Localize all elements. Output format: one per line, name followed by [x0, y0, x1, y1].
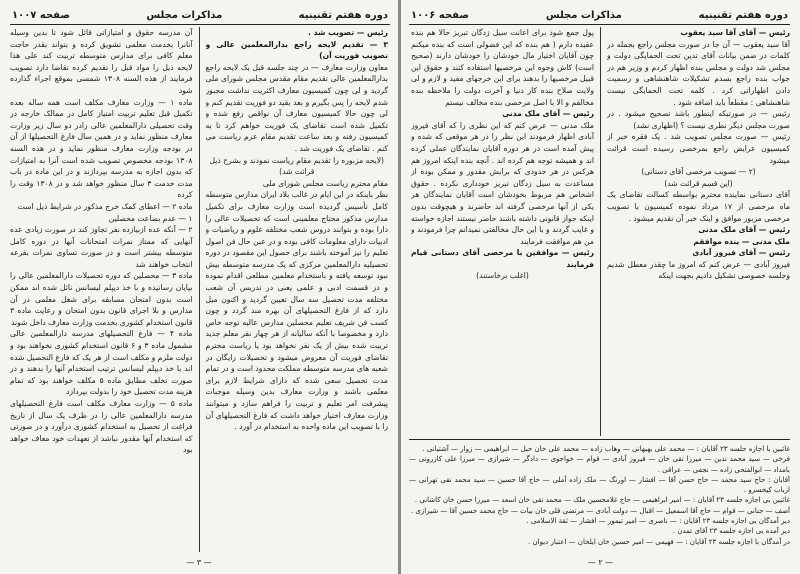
paragraph: ماده ۳ — محصلین که دوره تحصیلات دارالمعلمین عالی را بپایان رسانیده و با خذ دیپلم لیسانس نائل شده اند ممکن است بدون امتحان مسابقه برای شغل معلمی در آن مدارس و بلا اجرای قانون بدون امتحان و رعایت ماده ۳ قانون استخدام کشوری بخدمت وزارت معارف داخل شوند — [10, 271, 193, 327]
right-page-title: مذاکرات مجلس — [545, 9, 622, 21]
right-page-body — [411, 27, 790, 436]
attendance-line: دیر آمدگان بی اجازه جلسه ۲۳ آقایان : — ناصری — امیر تیمور — افشار — ثقة الاسلامی . — [526, 517, 790, 526]
paragraph: فیروز آبادی — عرض کنم که امروز ما چقدر معطل شدیم وجلسه خصوصی تشکیل دادیم بجهت اینکه — [607, 259, 790, 281]
right-page-col-left — [411, 27, 594, 436]
attendance-list — [409, 439, 790, 552]
attendance-line: غائبین بی اجازه جلسه ۲۳ آقایان : — امیر ابراهیمی — حاج غلامحسین ملک — محمد نقی خان اسعد — میرزا حسن خان کاشانی . — [414, 496, 790, 505]
right-page-number: صفحه ۱۰۰۶ — [411, 9, 470, 21]
left-page — [0, 0, 398, 574]
left-page-body — [10, 27, 388, 552]
paragraph: (لایحه مزبوره را تقدیم مقام ریاست نمودند و بشرح ذیل قرائت شد) — [209, 155, 385, 177]
left-page-title: مذاکرات مجلس — [146, 9, 223, 21]
paragraph: معاون وزارت معارف — در چند جلسه قبل یک لایحه راجع بدارالمعلمین عالی تقدیم مقام مقدس مجلس شورای ملی گردید و لی چون کمیسیون معارف اکثریت نداشت مجبور شدم لایحه را پس بگیرم و بعد بقید دو فوریت تقدیم کنم و لی چون حالا کمیسیون معارف آن نواقص رفع شده و تکمیل شده است تقاضای یک فوریت خواهم کرد تا به کمیسیون رفته و بعد ساعت تقدیم مقام عزم ریاست می کنم . تقاضای یک فوریت شد . — [205, 62, 388, 153]
right-page-footer: — ۲ — — [587, 557, 614, 567]
paragraph: رئیس — صورت مجلس تصویب شد . یک فقره خبر از کمیسیون عرایض راجع بمرخصی رسیده است قرائت میشود — [607, 132, 790, 165]
attendance-line: آصف — جنانی — قوام — حاج آقا اسمعیل — اقبال — دولت آبادی — مرتضی قلی خان بیات — حاج محمد حسین آقا — شیرازی . — [410, 506, 790, 515]
left-page-footer: — ۳ — — [186, 557, 212, 567]
paragraph: رئیس — موافقین با مرخصی آقای دستانی قیام فرمایند — [411, 248, 594, 269]
right-page — [401, 0, 800, 574]
paragraph: پول جمع شود برای اعانت سیل زدگان تبریز حالا هم بنده عقیده دارم ( هم بنده که این فضولی است که بنده میکنم چون آقایان اختیار مال خودشان را خودشان دارند (صحیح است) کاش وجوه این مرخصیها استفاده کنند و حقوق این قبیل مرخصیها را بدهند برای این خرجهای مفید و لازم و لی ولایت صلاح بنده کار دنیا و آخرت دولت را ملاحظه بنده مخالفم و الا با اصل مرخصی بنده مخالف نیستم — [411, 28, 594, 107]
paragraph: ۲ — آنکه عده ازبیازده نفر تجاوز کند در صورت زیادی عده آنهایی که ممتاز نمرات امتحانات آنها در دوره کامل متوسطه بیشتر است و در صورت تساوی نمرات بقرعه انتخاب خواهند شد — [10, 225, 193, 269]
paragraph: ملک مدنی — بنده موافقم — [693, 236, 790, 246]
right-session-label: دوره هفتم تقنینیه — [698, 9, 788, 21]
paragraph: ملک مدنی — عرض کنم که این نظری را که آقای فیروز آبادی اظهار فرمودند این نظر را در هر موقعی که شده و پیش آمده است در هر دوره آقایان نمایندگان عملی کرده اند و همیشه توجه هم کرده اند . آنچه بنده اینکه امروز هم هرکس در هر حدودی که برایش مقدور و ممکن بوده از مساعدت به سیل زدگان تبریز خودداری نکرده . حقوق اشخاص هم مربوط بخودشان است آقایان نمایندگان هر یکی از آنها مرخصی گرفته اند حاضرند و هیچوقت بدون اینکه جواز قانونی داشته باشند حاضر نیستند اجازه خواسته و غایب گردند و با این حال مخالفتی نمیدانم چرا فرمودند و من هم موافقت فرمایند — [411, 120, 594, 246]
attendance-line: غائبین با اجازه جلسه ۲۳ آقایان : — محمد علی بهبهانی — وهاب زاده — محمد علی خان حبل — ابراهیمی — زوار — آشتیانی . — [422, 445, 790, 453]
paragraph: رئیس — آقای ملک مدنی — [502, 109, 594, 119]
paragraph: رئیس — در صورتیکه اینطور باشد تصحیح میشود . در صورت مجلس دیگر نظری نیست ؟ (اظهاری نشد) — [607, 109, 790, 130]
paragraph: ماده ۲ — اعطای کمک خرج مذکور در شرایط ذیل است — [17, 201, 193, 211]
paragraph: ماده ۵ — وزارت معارف مکلف است فارغ التحصیلهای مدرسه دارالمعلمین عالی را در ظرف یک سال از تاریخ فراغت از تحصیل به استخدام کشوری درآورد و در صورتی که استخدام آنها مقدور نباشد از تعهدات خود معاف خواهد بود — [10, 399, 193, 455]
paragraph: ۳ — تقدیم لایحه راجع بدارالمعلمین عالی و تصویب فوریت آن) — [205, 39, 388, 61]
left-page-col-left — [10, 27, 193, 552]
left-page-number: صفحه ۱۰۰۷ — [12, 9, 71, 21]
column-rule — [199, 27, 200, 552]
paragraph: ماده ۴ — فارغ التحصیلهای مدرسه دارالمعلمین عالی مشمول ماده ۳ و ۶ قانون استخدام کشوری نخواهند بود و دولت ملزم و مکلف است از هر یک که فارغ التحصیل شده اند با خذ دیپلم لیسانس ترتیب استخدام آنها را بدهند و در صورت تخلف مطابق ماده ۵ مکلف خواهند بود که تمام هزینه مدت تحصیل خود را بدولت بپردازد — [10, 329, 193, 397]
attendance-line: دیر آمده بی اجازه جلسه ۲۳ آقای تمدن . — [672, 527, 790, 536]
left-page-header — [10, 6, 390, 25]
left-page-col-right — [206, 27, 389, 552]
attendance-line: فرخی — سید محمد تدین — میرزا تقی خان — فیروز آبادی — قوام — خواجوی — دادگر — شیرازی — میرزا علی کازرونی — بامداد — ابوالفتحی زاده — نجفی — عراقی . — [409, 455, 790, 474]
right-page-col-right — [607, 27, 790, 436]
paragraph: ۱ — عدم بضاعت محصلین — [108, 213, 193, 223]
paragraph: نظر باینکه در این ایام در غالب بلاد ایران مدارس متوسطه کامل تأسیس گردیده است وزارت معارف برای تکمیل مدارس مذکور محتاج معلمینی است که تحصیلات عالی را دارا بوده و بتوانند دروس شعب مختلفه علوم و ریاضیات و ادبیات دارای معلومات کافی بوده و در عین حال فن اصول تعلیم را نیز آموخته باشند برای حصول این مقصود در دوره تحصیلیه دارالمعلمین مرکزی که یک مدرسه متوسطه بیش نبود توسعه یافته و باستخدام معلمین مطلعی اقدام نموده و در قسمت ادبی و علمی یعنی در تدریس آن شعب مختلفه مدت تحصیل سه سال تعیین گردید و اکنون میل دارد که از فارغ التحصیلهای آن بهره مند گردد و چون کسب فن شریف تعلیم محصلین مدارس عالیه توجه خاص دارد و مخصوصا با آنکه سالیانه از هر چهار نفر معلم جدید تربیت شده بیش از یک نفر نخواهد بود یا ریاست محترم تقاضای فوریت آن معروض میشود و تحصیلات رایگان در شعبه های مدرسه متوسطه مملکت محدود است و در تمام مدت تحصیل سعی شده که دارای شرایط لازم برای معلمی باشند و وزارت معارف بدین وسیله موجبات پیشرفت امر تعلیم و تربیت را فراهم سازد و میتوانند وزارت معارف اختیار خواهد داشت که فارغ التحصیلهای آن را با تصویب این ماده واحده به استخدام در آورد . — [205, 190, 388, 432]
paragraph: (۲ — تصویب مرخصی آقای دستانی) — [641, 167, 756, 177]
paragraph: مقام محترم ریاست مجلس شورای ملی — [262, 178, 388, 188]
paragraph: ماده ۱ — وزارت معارف مکلف است همه ساله بعده تکمیل قبل تعلیم تربیت امتیاز کامل در ممالک خارجه در وقت تحصیلی دارالمعلمین عالی رادر دو سال زیر وزارت معارف منظور نماید و در همین سال فارغ التحصیلها از آن در بودجه وزارت معارف منظور نماید و در هذه السنه ۱۳۰۸ بودجه مخصوص تصویب شده است آنرا به امتیازات که بدون اجازه به مدرسه بپردازند و در این ماده در باب مدت خدمت ۳ سال منظور خواهد شد و در ۱۳۰۸ وقت را کرده — [10, 97, 193, 200]
right-page-header — [409, 6, 790, 25]
left-session-label: دوره هفتم تقنینیه — [298, 9, 388, 21]
attendance-line: آقایان : حاج سید محمد — حاج حسن آقا — افشار — اورنگ — ملک زاده آملی — حاج آقا حسین — سید محمد نقی تهرانی — ارباب کیخسرو . — [409, 475, 790, 495]
paragraph: آن مدرسه حقوق و امتیازاتی قائل شود تا بدین وسیله آنانرا بخدمت معلمی تشویق کرده و بتواند بقدر حاجت معلم کافی برای مدارس متوسطه تربیت کند علی هذا لایحه ذیل را مواد قبل را تقدیم کرده تقاضا دارد تصویب فرمایند از هذه السنه ۱۳۰۸ شمسی بموقع اجراء گذارده شود — [10, 28, 193, 95]
paragraph: آقای دستانی نماینده محترم بواسطه کسالت تقاضای یک ماه مرخصی از ۱۷ مرداد نموده کمیسیون با تصویب مرخصی مزبور موافق و اینک خبر آن تقدیم میشود . — [607, 190, 790, 223]
paragraph: (این قسم قرائت شد) — [664, 178, 733, 188]
paragraph: آقا سید یعقوب — آن جا در صورت مجلس راجع بجمله در کلمات در ضمن بیانات آقای تدین تحت الحمایگی دولت و مجلس شد دولت و مجلس بنده اظهار کردم و وزیر هم در جواب بنده راجع بسدم تشکیلات شاهنشاهی و رسمیت دادن اظهاراتی کرد . کلمه تحت الحمایگی نیست شاهنشاهی : مقطعاً باید اضافه شود . — [607, 39, 790, 107]
attendance-line: در آمدگان با اجازه جلسه ۲۳ آقایان : — فهیمی — امیر حسین خان ایلخان — اعتبار دیوان . — [528, 537, 790, 546]
paragraph: رئیس — آقای فیروز آبادی — [692, 248, 790, 258]
paragraph: (اغلب برخاستند) — [476, 271, 529, 281]
column-rule — [600, 27, 601, 436]
paragraph: رئیس — آقای ملک مدنی — [698, 225, 790, 235]
paragraph: رئیس — تصویب شد . — [308, 28, 388, 37]
paragraph: رئیس — آقای آقا سید یعقوب — [680, 28, 790, 37]
